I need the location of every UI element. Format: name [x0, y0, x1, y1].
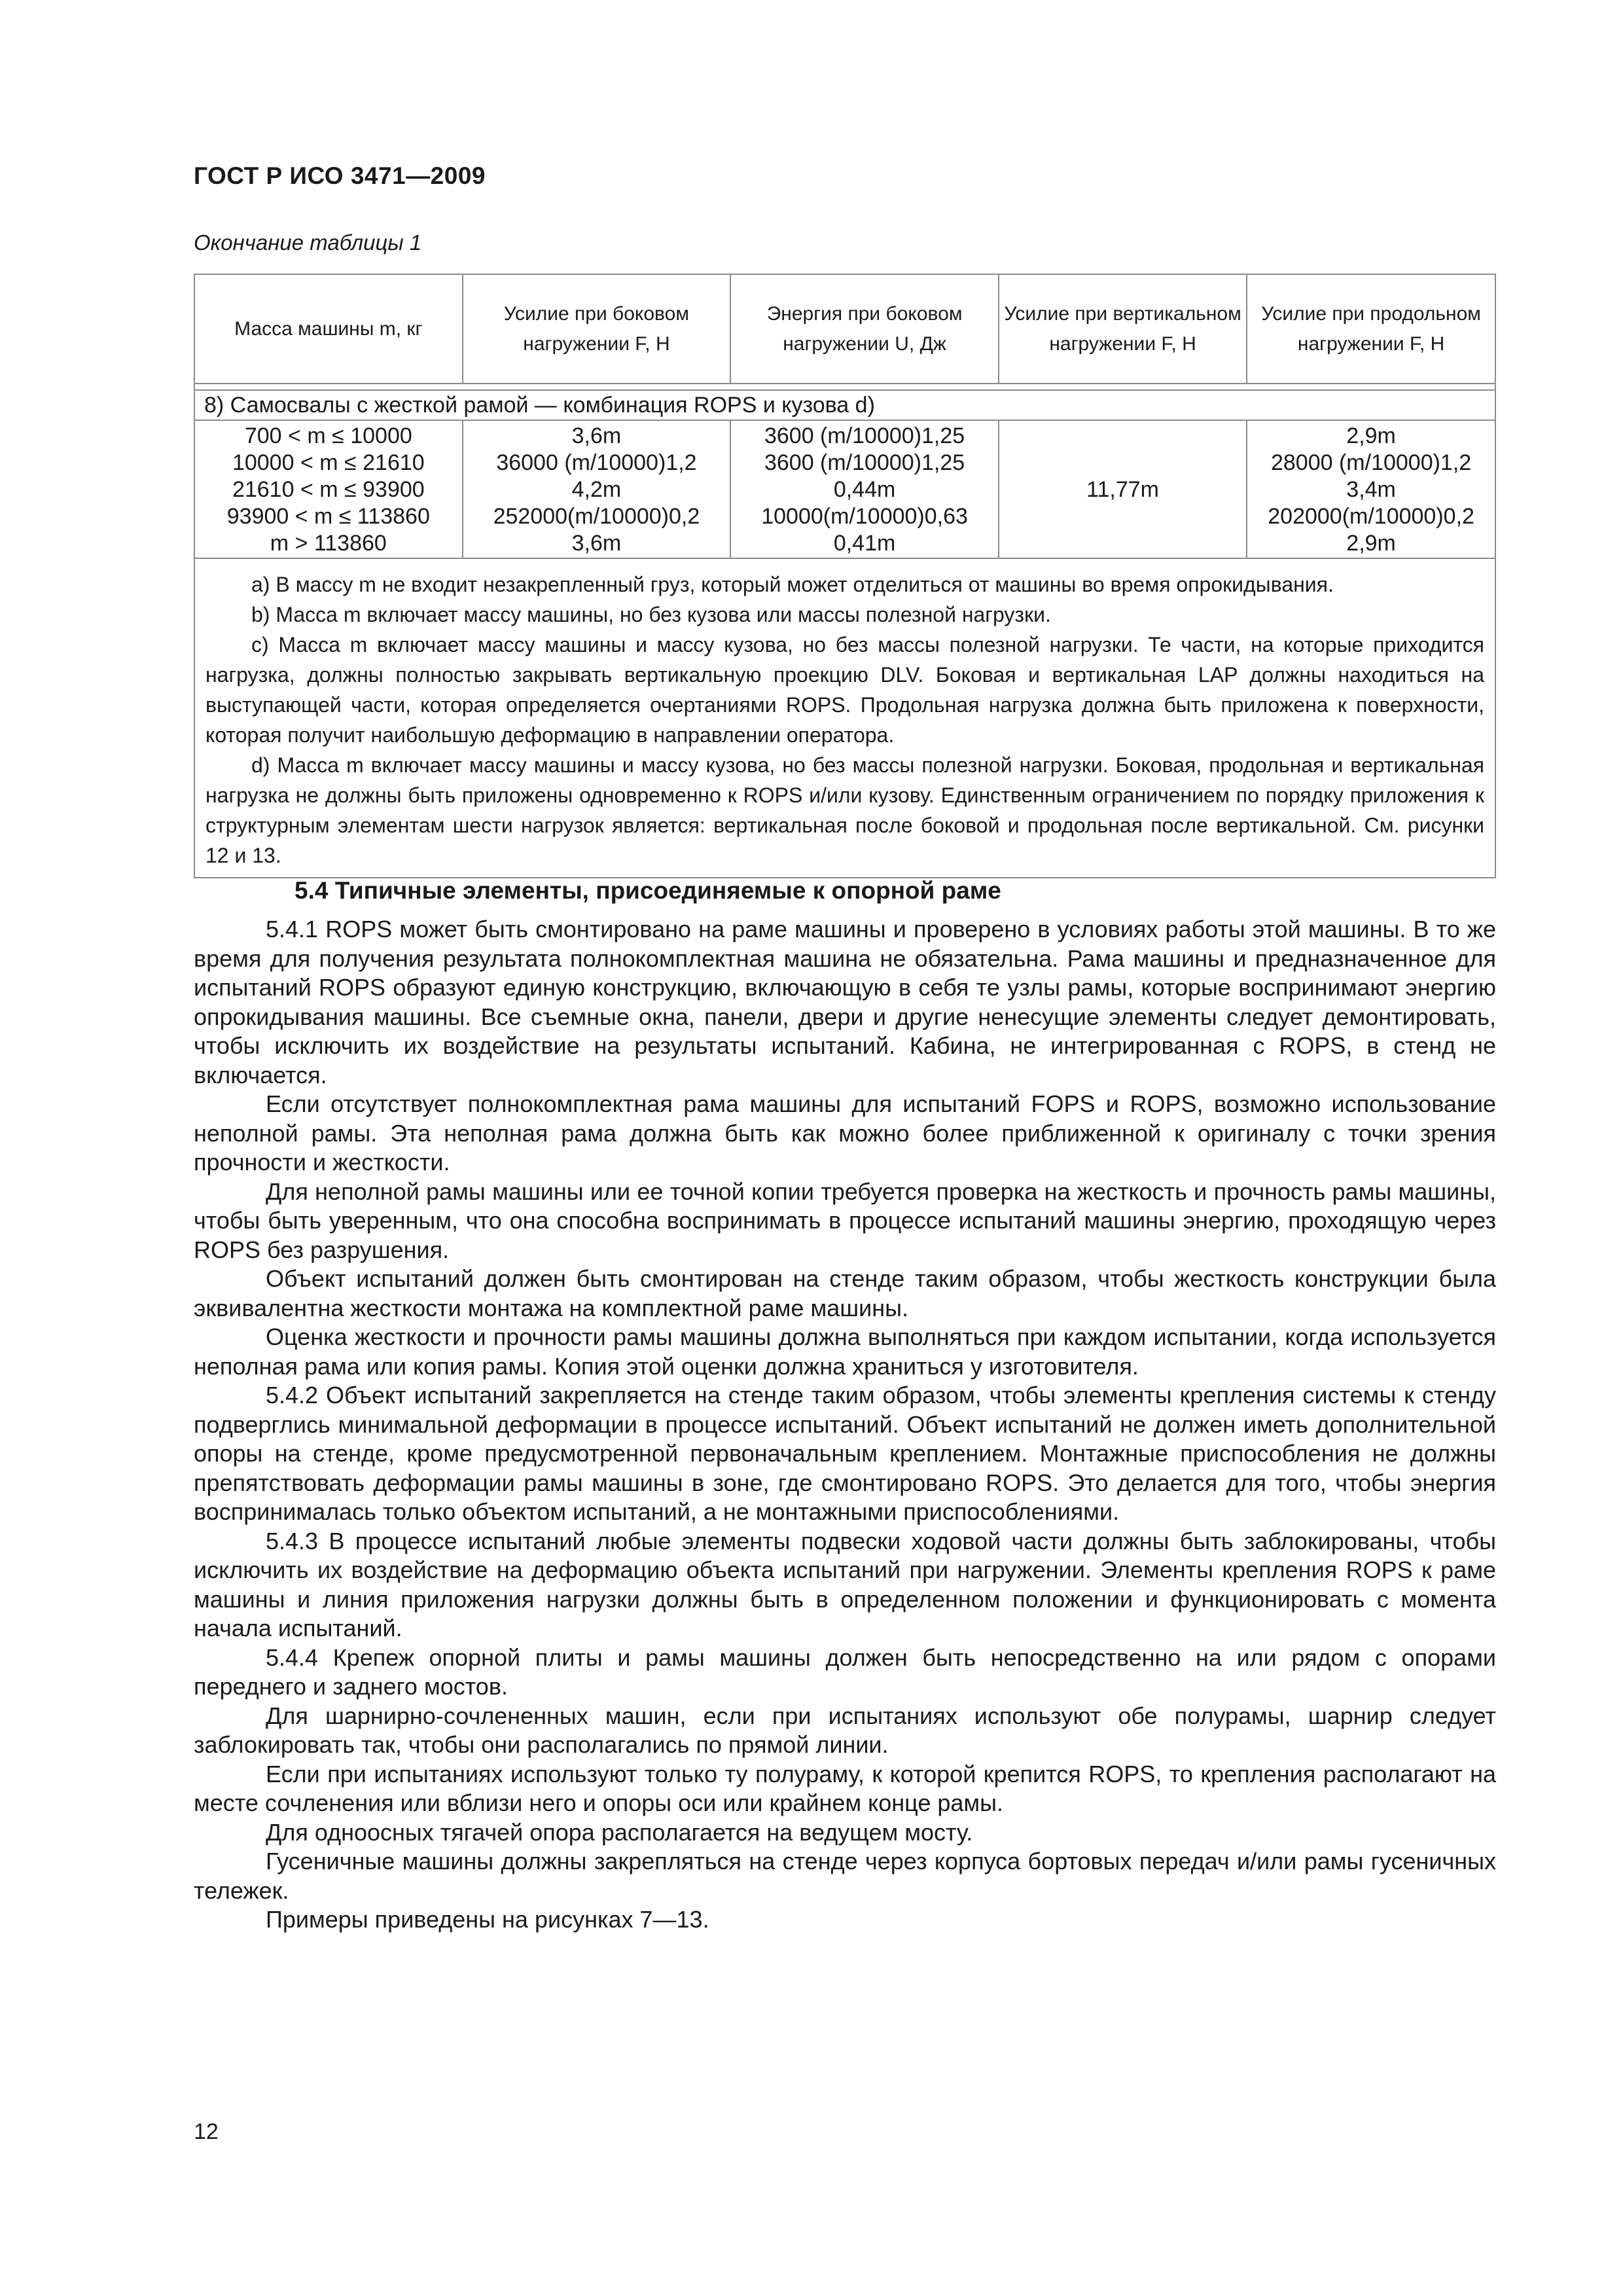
table-note: c) Масса m включает массу машины и массу кузова, но без массы полезной нагрузки. Те части, на которые приходится нагрузка, должны полностью закрывать вертикальную проекцию DLV. Боковая и вертикальная LAP должны находиться на выступающей части, которая определяется очертаниями ROPS. Продольная нагрузка должна быть приложена к поверхности, которая получит наибольшую деформацию в направлении оператора.	[205, 633, 1484, 747]
table-row	[194, 420, 1495, 558]
col-header-lateral-force: Усилие при боковом нагружении F, Н	[463, 274, 731, 384]
paragraph: Для шарнирно-сочлененных машин, если при испытаниях используют обе полурамы, шарнир следует заблокировать так, чтобы они располагались по прямой линии.	[194, 1702, 1496, 1758]
longitudinal-force-cell	[1247, 420, 1495, 558]
table-note: b) Масса m включает массу машины, но без кузова или массы полезной нагрузки.	[251, 603, 1051, 626]
lateral-energy-value: 0,41m	[833, 531, 896, 556]
paragraph: 5.4.1 ROPS может быть смонтировано на раме машины и проверено в условиях работы этой машины. В то же время для получения результата полнокомплектная машина не обязательна. Рама машины и предназначенное для испытаний ROPS образуют единую конструкцию, включающую в себя те узлы рамы, которые воспринимают энергию опрокидывания машины. Все съемные окна, панели, двери и другие ненесущие элементы следует демонтировать, чтобы исключить их воздействие на результаты испытаний. Кабина, не интегрированная с ROPS, в стенд не включается.	[194, 916, 1496, 1088]
table-notes	[194, 558, 1495, 878]
mass-cell	[194, 420, 463, 558]
longitudinal-force-value: 28000 (m/10000)1,2	[1270, 450, 1472, 475]
vertical-force-cell: 11,77m	[999, 420, 1247, 558]
mass-value: 10000 < m ≤ 21610	[232, 450, 425, 475]
load-table	[194, 274, 1496, 878]
paragraph: Оценка жесткости и прочности рамы машины должна выполняться при каждом испытании, когда используется неполная рама или копия рамы. Копия этой оценки должна храниться у изготовителя.	[194, 1323, 1496, 1380]
lateral-energy-value: 3600 (m/10000)1,25	[764, 450, 965, 475]
table-caption: Окончание таблицы 1	[194, 230, 422, 255]
col-header-longitudinal-force: Усилие при продольном нагружении F, Н	[1247, 274, 1495, 384]
paragraph: 5.4.2 Объект испытаний закрепляется на стенде таким образом, чтобы элементы крепления системы к стенду подверглись минимальной деформации в процессе испытаний. Объект испытаний не должен иметь дополнительной опоры на стенде, кроме предусмотренной первоначальным креплением. Монтажные приспособления не должны препятствовать деформации рамы машины в зоне, где смонтировано ROPS. Это делается для того, чтобы энергия воспринималась только объектом испытаний, а не монтажными приспособлениями.	[194, 1382, 1496, 1525]
lateral-force-value: 36000 (m/10000)1,2	[496, 450, 697, 475]
paragraph: Если при испытаниях используют только ту полураму, к которой крепится ROPS, то крепления располагают на месте сочленения или вблизи него и опоры оси или крайнем конце рамы.	[194, 1760, 1496, 1816]
longitudinal-force-value: 2,9m	[1346, 423, 1396, 448]
group-row	[194, 390, 1495, 420]
paragraph: Объект испытаний должен быть смонтирован на стенде таким образом, чтобы жесткость конструкции была эквивалентна жесткости монтажа на комплектной раме машины.	[194, 1265, 1496, 1321]
document-header: ГОСТ Р ИСО 3471—2009	[194, 162, 486, 189]
paragraph: Примеры приведены на рисунках 7—13.	[266, 1906, 709, 1933]
paragraph: Для неполной рамы машины или ее точной копии требуется проверка на жесткость и прочность рамы машины, чтобы быть уверенным, что она способна воспринимать в процессе испытаний машины энергию, проходящую через ROPS без разрушения.	[194, 1177, 1496, 1263]
section-heading: 5.4 Типичные элементы, присоединяемые к опорной раме	[294, 877, 1001, 904]
page-number: 12	[194, 2119, 219, 2144]
mass-value: 700 < m ≤ 10000	[244, 423, 412, 448]
lateral-energy-value: 10000(m/10000)0,63	[761, 504, 968, 529]
paragraph: Если отсутствует полнокомплектная рама машины для испытаний FOPS и ROPS, возможно использование неполной рамы. Эта неполная рама должна быть как можно более приближенной к оригиналу с точки зрения прочности и жесткости.	[194, 1090, 1496, 1175]
lateral-energy-value: 3600 (m/10000)1,25	[764, 423, 965, 448]
section-body	[194, 915, 1496, 1935]
paragraph: Гусеничные машины должны закрепляться на стенде через корпуса бортовых передач и/или рамы гусеничных тележек.	[194, 1848, 1496, 1904]
header-separator	[194, 384, 1495, 390]
longitudinal-force-value: 3,4m	[1346, 477, 1396, 502]
lateral-force-cell	[463, 420, 731, 558]
table-note: a) В массу m не входит незакрепленный груз, который может отделиться от машины во время опрокидывания.	[251, 573, 1334, 596]
paragraph: 5.4.4 Крепеж опорной плиты и рамы машины должен быть непосредственно на или рядом с опорами переднего и заднего мостов.	[194, 1643, 1496, 1700]
mass-value: m > 113860	[270, 531, 387, 556]
notes-row	[194, 558, 1495, 878]
col-header-lateral-energy: Энергия при боковом нагружении U, Дж	[730, 274, 999, 384]
mass-value: 21610 < m ≤ 93900	[232, 477, 425, 502]
table-header-row	[194, 274, 1495, 384]
table-note: d) Масса m включает массу машины и массу кузова, но без массы полезной нагрузки. Боковая, продольная и вертикальная нагрузка не должны быть приложены одновременно к ROPS и/или кузову. Единственным ограничением по порядку приложения к структурным элементам шести нагрузок является: вертикальная после боковой и продольная после вертикальной. См. рисунки 12 и 13.	[205, 753, 1484, 867]
mass-value: 93900 < m ≤ 113860	[226, 504, 430, 529]
lateral-force-value: 3,6m	[571, 423, 622, 448]
longitudinal-force-value: 2,9m	[1346, 531, 1396, 556]
lateral-force-value: 252000(m/10000)0,2	[493, 504, 700, 529]
longitudinal-force-value: 202000(m/10000)0,2	[1268, 504, 1474, 529]
col-header-mass: Масса машины m, кг	[194, 274, 463, 384]
col-header-vertical-force: Усилие при вертикальном нагружении F, Н	[999, 274, 1247, 384]
lateral-energy-value: 0,44m	[833, 477, 896, 502]
group-label: 8) Самосвалы с жесткой рамой — комбинация ROPS и кузова d)	[194, 390, 1495, 420]
lateral-force-value: 3,6m	[571, 531, 622, 556]
paragraph: Для одноосных тягачей опора располагается на ведущем мосту.	[266, 1818, 973, 1846]
paragraph: 5.4.3 В процессе испытаний любые элементы подвески ходовой части должны быть заблокированы, чтобы исключить их воздействие на деформацию объекта испытаний при нагружении. Элементы крепления ROPS к раме машины и линия приложения нагрузки должны быть в определенном положении и функционировать с момента начала испытаний.	[194, 1527, 1496, 1641]
lateral-force-value: 4,2m	[571, 477, 622, 502]
lateral-energy-cell	[730, 420, 999, 558]
